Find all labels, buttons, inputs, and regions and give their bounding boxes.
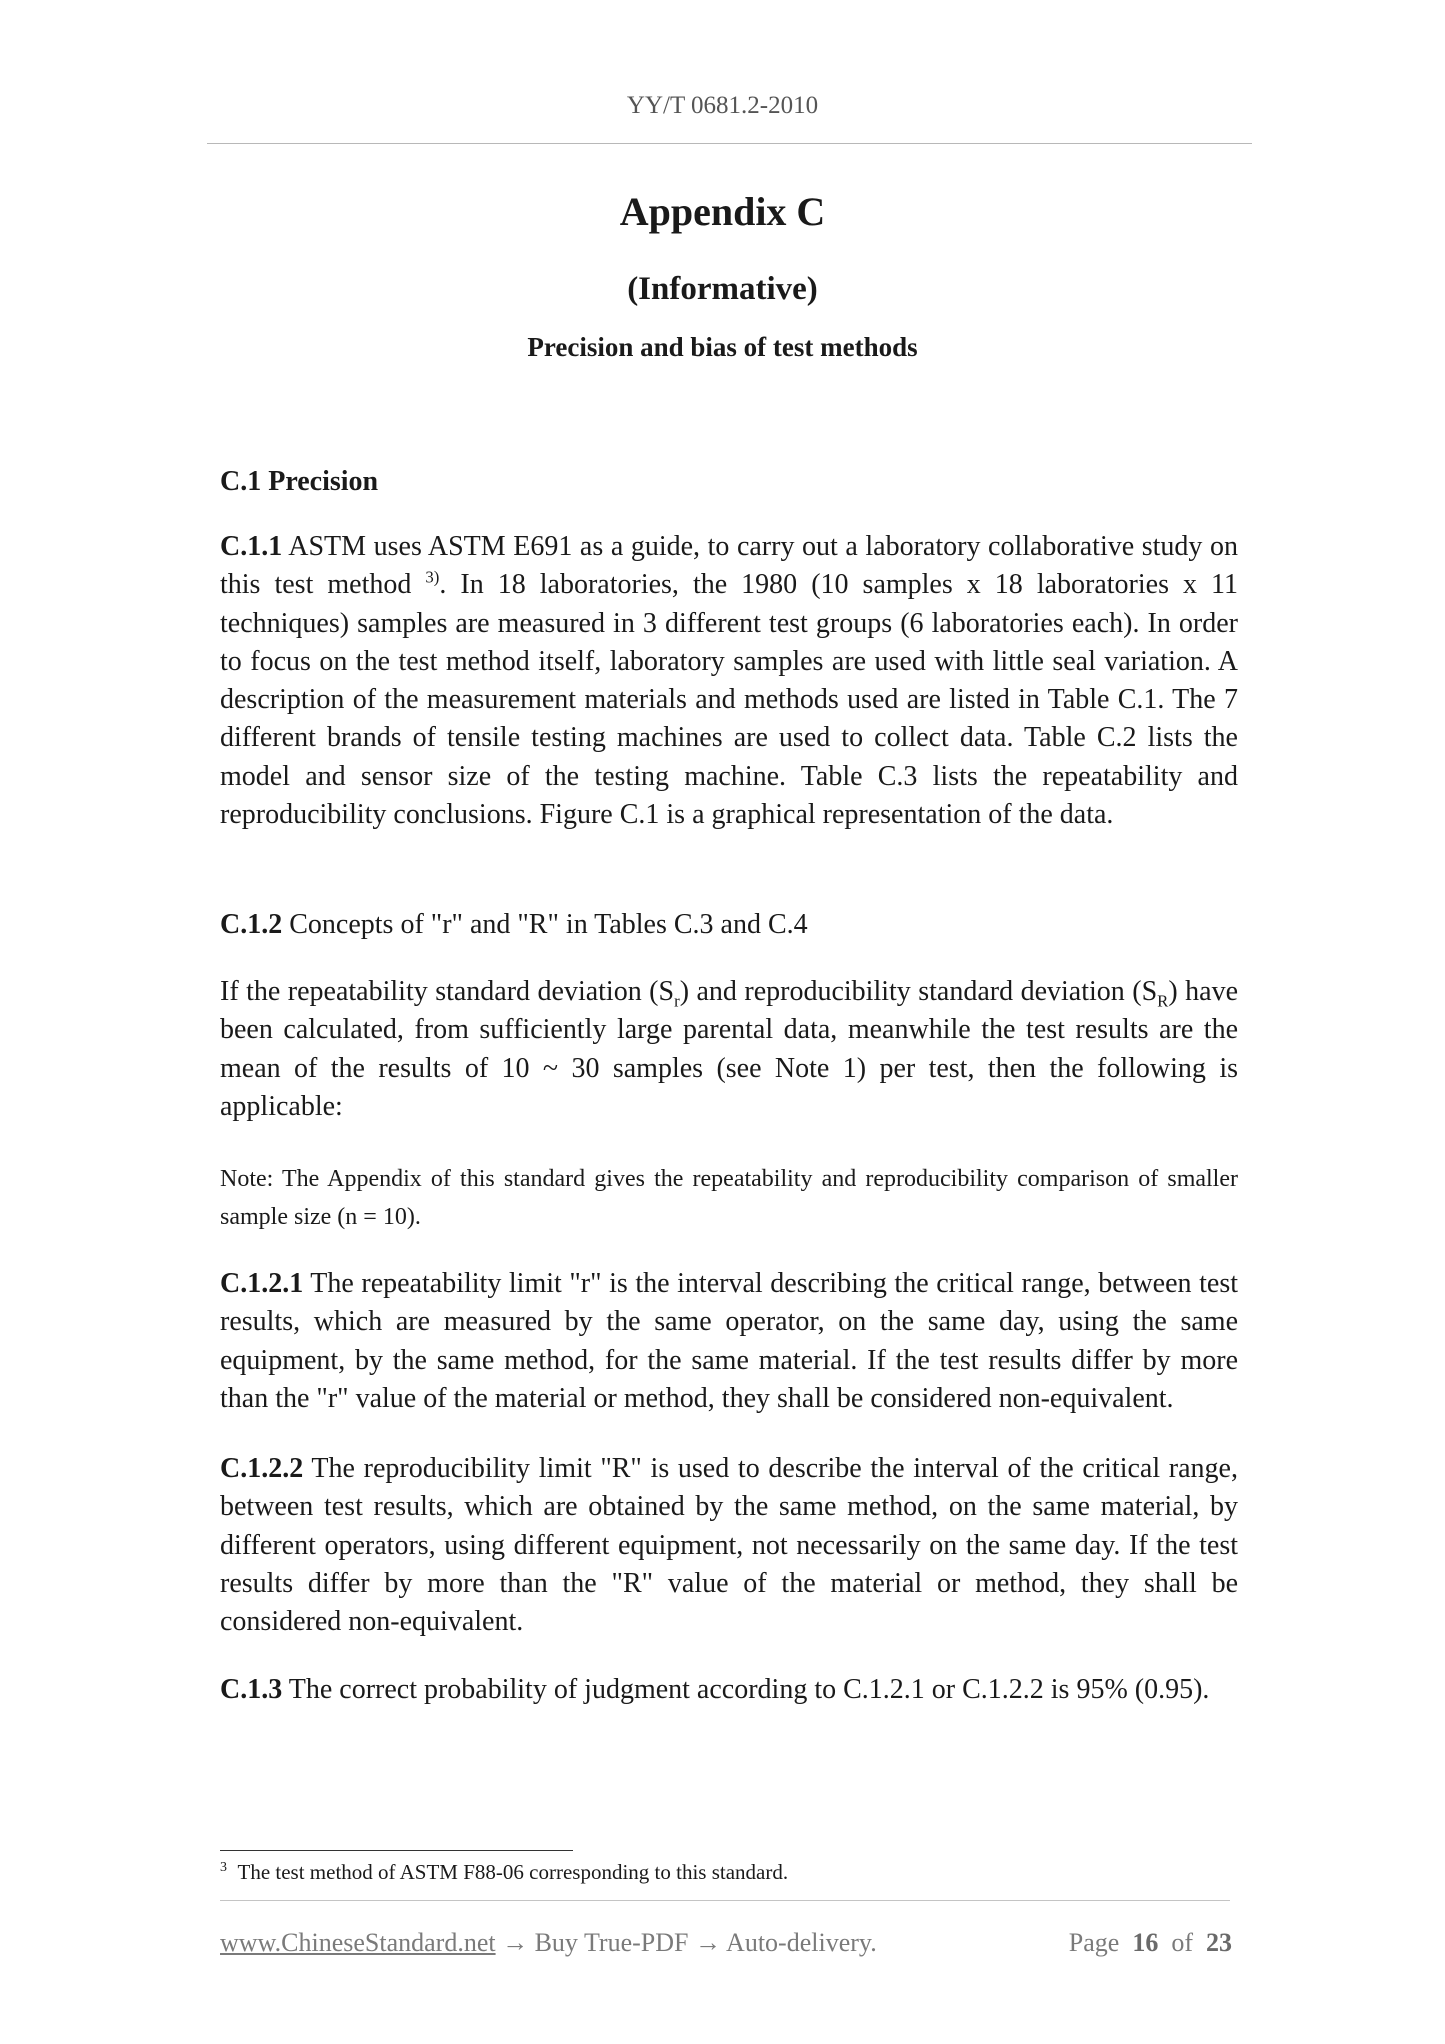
paragraph-c1121 — [220, 1265, 1238, 1418]
subscript-R: R — [1157, 991, 1169, 1011]
current-page: 16 — [1132, 1928, 1159, 1957]
appendix-type: (Informative) — [627, 271, 818, 307]
paragraph-c112 — [220, 906, 1238, 944]
total-pages: 23 — [1206, 1928, 1232, 1957]
note-text: Note: The Appendix of this standard gives the repeatability and reproducibility comparison of smaller sample size (n = 10). — [220, 1166, 1238, 1230]
clause-text: The repeatability limit "r" is the interval describing the critical range, between test results, which are measured by the same operator, on the same day, using the same equipment, by the same method, for the same material. If the test results differ by more than the "r" value of the material or method, they shall be considered non-equivalent. — [220, 1268, 1238, 1414]
clause-number: C.1.3 — [220, 1674, 283, 1705]
clause-text: Concepts of "r" and "R" in Tables C.3 and C.4 — [282, 909, 808, 940]
paragraph-intro: If the repeatability standard deviation $(S_r)$ and reproducibility standard deviation $(S_R)$ have been calculated, from sufficiently large parental data, meanwhile the test results are the mean of the results of 10 ~ 30 samples (see Note 1) per test, then the following is applicable: — [220, 976, 1238, 1122]
footnote-reference: 3) — [425, 567, 440, 587]
paragraph-c111 — [220, 528, 1238, 834]
clause-number: C.1.1 — [220, 531, 283, 562]
document-code: YY/T 0681.2-2010 — [626, 92, 819, 119]
footnote — [220, 1860, 788, 1885]
footer-promo — [220, 1928, 877, 1958]
clause-number: C.1.2.2 — [220, 1453, 304, 1484]
footer-divider — [220, 1900, 1230, 1901]
section-heading-c1: C.1 Precision — [220, 466, 379, 497]
paragraph-c113 — [220, 1671, 1238, 1709]
appendix-caption: Precision and bias of test methods — [527, 332, 918, 362]
clause-number: C.1.2.1 — [220, 1268, 304, 1299]
header-divider — [207, 143, 1252, 144]
footnote-mark: 3 — [220, 1860, 227, 1875]
footnote-text: The test method of ASTM F88-06 corresponding to this standard. — [237, 1860, 789, 1884]
appendix-title: Appendix C — [619, 189, 826, 234]
clause-text: . In 18 laboratories, the 1980 (10 samples x 18 laboratories x 11 techniques) samples are measured in 3 different test groups (6 laboratories each). In order to focus on the test method itself, laboratory samples are used with little seal variation. A description of the measurement materials and methods used are listed in Table C.1. The 7 different brands of tensile testing machines are used to collect data. Table C.2 lists the model and sensor size of the testing machine. Table C.3 lists the repeatability and reproducibility conclusions. Figure C.1 is a graphical representation of the data. — [220, 569, 1238, 831]
clause-text: The correct probability of judgment according to C.1.2.1 or C.1.2.2 is 95% (0.95). — [282, 1674, 1210, 1705]
clause-text: ASTM uses ASTM E691 as a guide, to carry out a laboratory collaborative study on this test method — [220, 531, 1238, 601]
paragraph-c1122 — [220, 1450, 1238, 1641]
clause-number: C.1.2 — [220, 909, 283, 940]
clause-text: The reproducibility limit "R" is used to describe the interval of the critical range, between test results, which are obtained by the same method, on the same material, by different operators, using different equipment, not necessarily on the same day. If the test results differ by more than the "R" value of the material or method, they shall be considered non-equivalent. — [220, 1453, 1238, 1638]
site-link[interactable]: www.ChineseStandard.net — [220, 1928, 496, 1957]
promo-text: → Buy True-PDF → Auto-delivery. — [495, 1928, 877, 1957]
page-indicator: Page 16 of 23 — [1068, 1928, 1232, 1957]
subscript-r: r — [674, 991, 680, 1011]
footnote-divider — [220, 1850, 573, 1851]
